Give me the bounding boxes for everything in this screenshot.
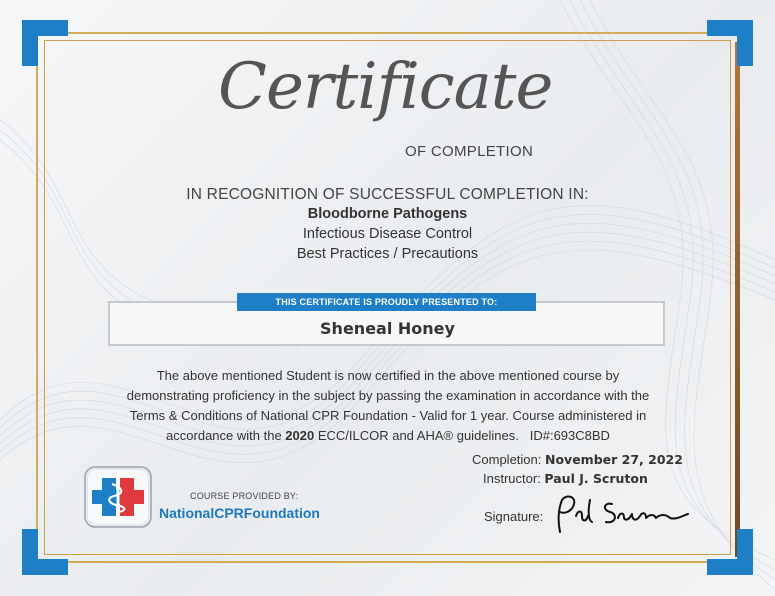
cpr-logo-icon bbox=[84, 466, 152, 528]
bronze-side-bar bbox=[735, 42, 740, 557]
certificate-id-label: ID#: bbox=[529, 428, 554, 443]
instructor-name: Paul J. Scruton bbox=[544, 471, 648, 486]
presented-to-banner: THIS CERTIFICATE IS PROUDLY PRESENTED TO: bbox=[237, 293, 536, 311]
guideline-year: 2020 bbox=[285, 428, 315, 443]
statement-line-4-post: ECC/ILCOR and AHA® guidelines. bbox=[314, 428, 519, 443]
recipient-name: Sheneal Honey bbox=[320, 319, 455, 338]
completion-date: November 27, 2022 bbox=[545, 452, 683, 467]
statement-line-3: Terms & Conditions of National CPR Foundation - Valid for 1 year. Course administered in bbox=[129, 408, 647, 423]
corner-top-right-icon bbox=[705, 20, 753, 68]
instructor-row bbox=[483, 471, 648, 486]
signature-label: Signature: bbox=[484, 509, 544, 524]
course-name: Bloodborne Pathogens bbox=[307, 206, 468, 222]
instructor-label: Instructor: bbox=[483, 471, 541, 486]
course-line-3: Best Practices / Precautions bbox=[296, 246, 479, 262]
statement-line-4-pre: accordance with the bbox=[166, 428, 286, 443]
certificate-title: Certificate bbox=[218, 50, 553, 124]
certification-statement bbox=[80, 366, 696, 446]
provider-name: NationalCPRFoundation bbox=[159, 505, 320, 521]
corner-top-left-icon bbox=[22, 20, 70, 68]
statement-line-1: The above mentioned Student is now certified in the above mentioned course by bbox=[156, 368, 620, 383]
corner-bottom-left-icon bbox=[22, 527, 70, 575]
statement-line-4 bbox=[80, 426, 696, 446]
completion-label: Completion: bbox=[472, 452, 542, 467]
certificate-subtitle: OF COMPLETION bbox=[405, 143, 534, 160]
certificate-id-value: 693C8BD bbox=[553, 428, 610, 443]
course-line-2: Infectious Disease Control bbox=[302, 226, 473, 242]
recognition-heading: IN RECOGNITION OF SUCCESSFUL COMPLETION IN: bbox=[186, 186, 589, 203]
completion-row bbox=[472, 452, 683, 467]
provided-by-label: COURSE PROVIDED BY: bbox=[190, 491, 299, 501]
statement-line-2: demonstrating proficiency in the subject by passing the examination in accordance with the bbox=[126, 388, 650, 403]
corner-bottom-right-icon bbox=[705, 527, 753, 575]
signature-image bbox=[552, 492, 692, 537]
